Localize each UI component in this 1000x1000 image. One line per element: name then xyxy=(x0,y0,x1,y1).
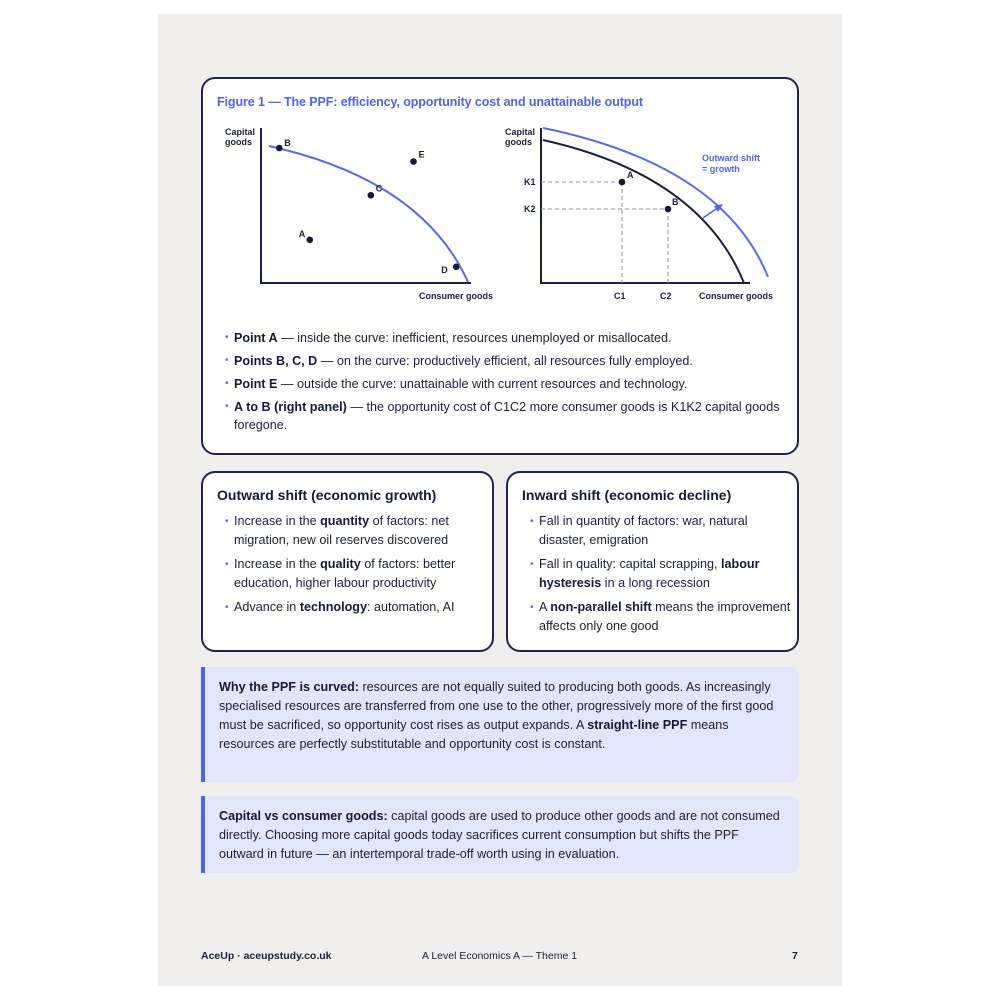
list-item: • Increase in the quantity of factors: net migration, new oil reserves discovered xyxy=(225,512,487,550)
shift-label-line2: = growth xyxy=(702,164,740,174)
shift-label-line1: Outward shift xyxy=(702,153,760,163)
ppf-curved-note: Why the PPF is curved: resources are not equally suited to producing both goods. As increasingly specialised resources are transferred from one use to the other, progressively more of the first good must be sacrificed, so opportunity cost rises as output expands. A straight-line PPF means resources are perfectly substitutable and opportunity cost is constant. xyxy=(201,667,799,782)
left-point-b-label: B xyxy=(284,138,291,148)
tick-k1: K1 xyxy=(524,177,536,187)
left-y-label-line2: goods xyxy=(225,137,252,147)
left-point-c xyxy=(368,192,375,199)
left-x-label: Consumer goods xyxy=(419,291,494,301)
right-y-label-line1: Capital xyxy=(505,127,536,137)
right-x-label: Consumer goods xyxy=(699,291,774,301)
figure-bullet: • Point A — inside the curve: inefficient, resources unemployed or misallocated. xyxy=(225,329,785,347)
inward-shift-list xyxy=(530,512,792,641)
outward-shift-title: Outward shift (economic growth) xyxy=(217,487,437,503)
figure-title: Figure 1 — The PPF: efficiency, opportunity cost and unattainable output xyxy=(217,95,643,109)
ppf-figure xyxy=(203,79,801,329)
list-item: • Increase in the quality of factors: better education, higher labour productivity xyxy=(225,555,487,593)
figure-bullet: • Point E — outside the curve: unattainable with current resources and technology. xyxy=(225,375,785,393)
figure-card xyxy=(201,77,799,455)
left-point-a xyxy=(307,237,314,244)
figure-bullet: • A to B (right panel) — the opportunity cost of C1C2 more consumer goods is K1K2 capital goods foregone. xyxy=(225,398,785,434)
page-number: 7 xyxy=(792,950,798,962)
right-point-b xyxy=(665,206,672,213)
figure-bullet-list xyxy=(225,329,785,439)
right-ppf-panel xyxy=(505,127,773,301)
left-y-label-line1: Capital xyxy=(225,127,256,137)
tick-k2: K2 xyxy=(524,204,536,214)
left-point-b xyxy=(276,145,283,152)
right-point-a-label: A xyxy=(627,170,634,180)
left-points xyxy=(276,138,460,275)
footer-course: A Level Economics A — Theme 1 xyxy=(422,950,578,962)
tick-c1: C1 xyxy=(614,291,626,301)
outward-shift-list xyxy=(225,512,487,622)
left-point-d xyxy=(453,264,460,271)
right-point-a xyxy=(619,179,626,186)
list-item: • A non-parallel shift means the improvement affects only one good xyxy=(530,598,792,636)
left-ppf-curve xyxy=(269,146,468,282)
list-item: • Fall in quality: capital scrapping, labour hysteresis in a long recession xyxy=(530,555,792,593)
right-point-b-label: B xyxy=(672,197,679,207)
right-ppf-shifted-curve xyxy=(543,128,768,277)
left-ppf-panel xyxy=(225,127,493,301)
inward-shift-card xyxy=(506,471,799,652)
left-point-a-label: A xyxy=(298,228,306,239)
outward-shift-card xyxy=(201,471,494,652)
figure-bullet: • Points B, C, D — on the curve: productively efficient, all resources fully employed. xyxy=(225,352,785,370)
list-item: • Advance in technology: automation, AI xyxy=(225,598,487,617)
right-y-label-line2: goods xyxy=(505,137,532,147)
left-point-d-label: D xyxy=(441,264,448,275)
inward-shift-title: Inward shift (economic decline) xyxy=(522,487,732,503)
page xyxy=(158,14,842,986)
list-item: • Fall in quantity of factors: war, natural disaster, emigration xyxy=(530,512,792,550)
tick-c2: C2 xyxy=(660,291,672,301)
left-point-e-label: E xyxy=(418,149,425,160)
left-point-c-label: C xyxy=(375,183,383,194)
left-point-e xyxy=(410,158,417,165)
capital-consumer-note: Capital vs consumer goods: capital goods are used to produce other goods and are not consumed directly. Choosing more capital goods today sacrifices current consumption but shifts the PPF outward in future — an intertemporal trade-off worth using in evaluation. xyxy=(201,796,799,873)
footer-brand: AceUp · aceupstudy.co.uk xyxy=(201,950,332,962)
